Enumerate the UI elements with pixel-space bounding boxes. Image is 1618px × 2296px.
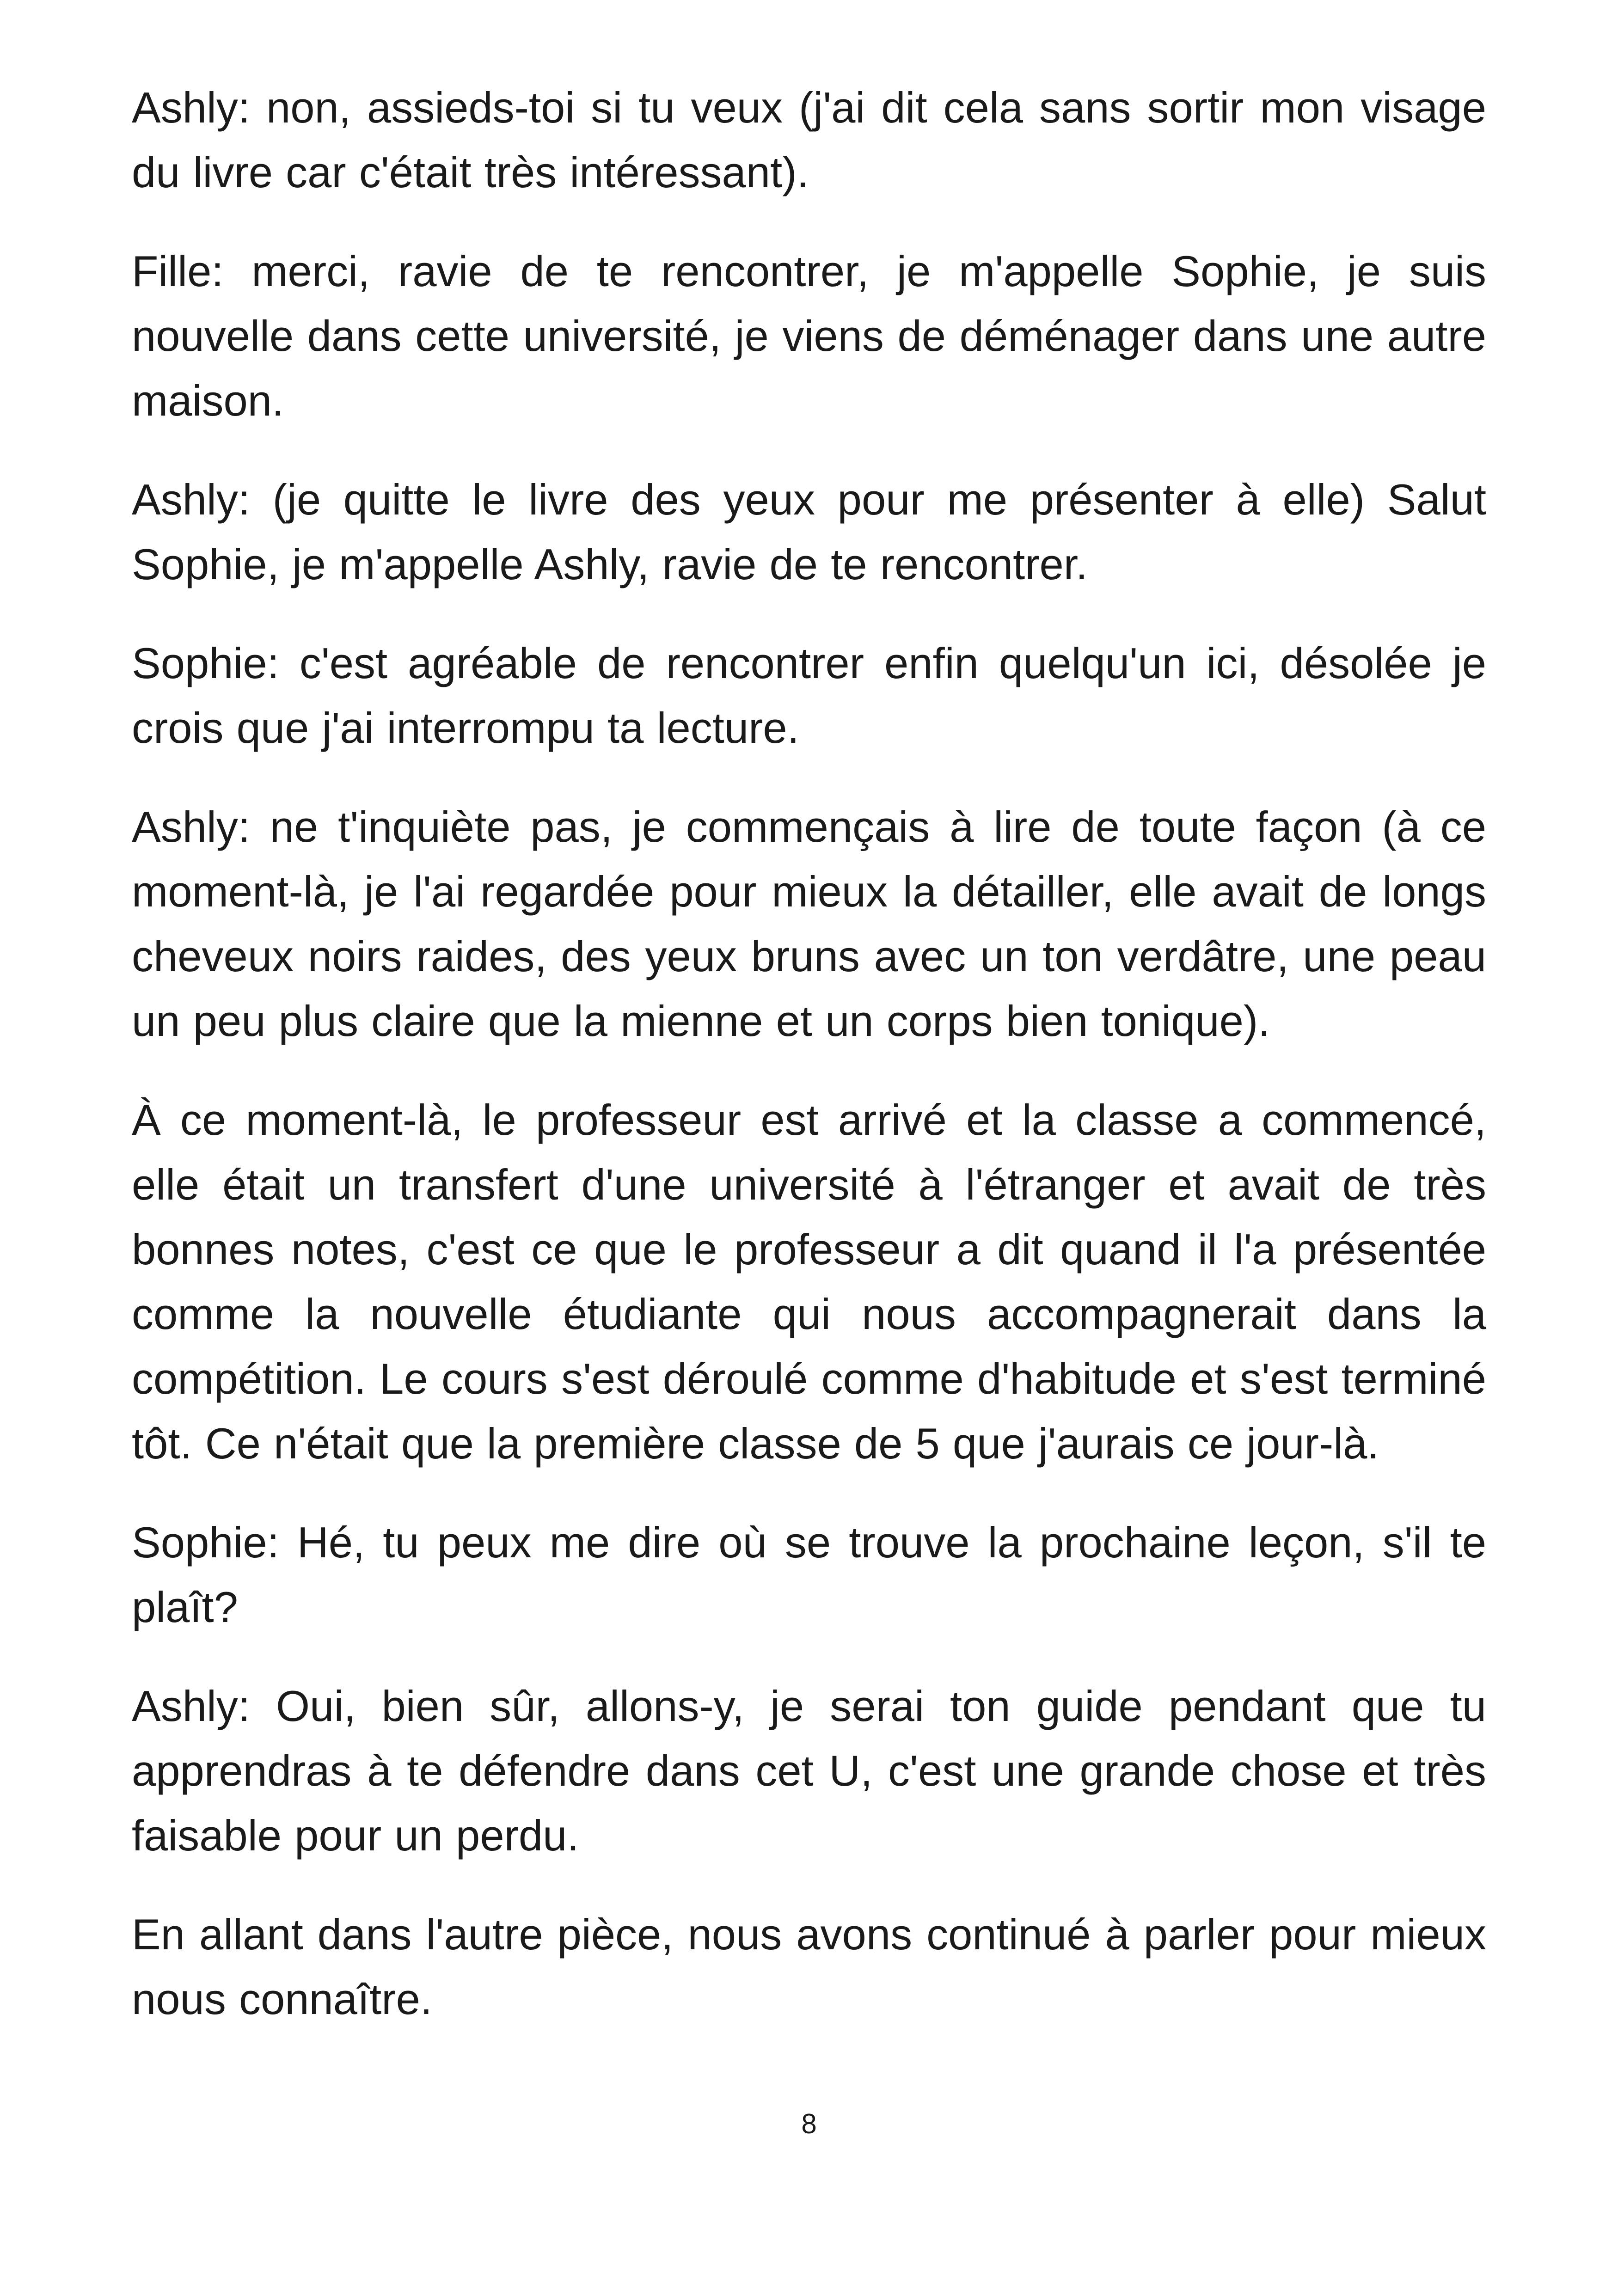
paragraph: Sophie: c'est agréable de rencontrer enfin quelqu'un ici, désolée je crois que j'ai interrompu ta lecture. [132, 639, 1486, 752]
paragraph: Ashly: (je quitte le livre des yeux pour me présenter à elle) Salut Sophie, je m'appelle Ashly, ravie de te rencontrer. [132, 475, 1486, 588]
page-number: 8 [801, 2108, 817, 2139]
paragraph: En allant dans l'autre pièce, nous avons continué à parler pour mieux nous connaître. [132, 1910, 1486, 2023]
paragraph: À ce moment-là, le professeur est arrivé et la classe a commencé, elle était un transfert d'une université à l'étranger et avait de très bonnes notes, c'est ce que le professeur a dit quand il l'a présentée comme la nouvelle étudiante qui nous accompagnerait dans la compétition. Le cours s'est déroulé comme d'habitude et s'est terminé tôt. Ce n'était que la première classe de 5 que j'aurais ce jour-là. [132, 1096, 1486, 1468]
text-body [132, 75, 1486, 2066]
paragraph: Ashly: Oui, bien sûr, allons-y, je serai ton guide pendant que tu apprendras à te défendre dans cet U, c'est une grande chose et très faisable pour un perdu. [132, 1682, 1486, 1860]
paragraph: Ashly: ne t'inquiète pas, je commençais à lire de toute façon (à ce moment-là, je l'ai regardée pour mieux la détailler, elle avait de longs cheveux noirs raides, des yeux bruns avec un ton verdâtre, une peau un peu plus claire que la mienne et un corps bien tonique). [132, 802, 1486, 1045]
paragraph: Ashly: non, assieds-toi si tu veux (j'ai dit cela sans sortir mon visage du livre car c'était très intéressant). [132, 83, 1486, 196]
paragraph: Fille: merci, ravie de te rencontrer, je m'appelle Sophie, je suis nouvelle dans cette université, je viens de déménager dans une autre maison. [132, 247, 1486, 425]
paragraph: Sophie: Hé, tu peux me dire où se trouve la prochaine leçon, s'il te plaît? [132, 1518, 1486, 1631]
